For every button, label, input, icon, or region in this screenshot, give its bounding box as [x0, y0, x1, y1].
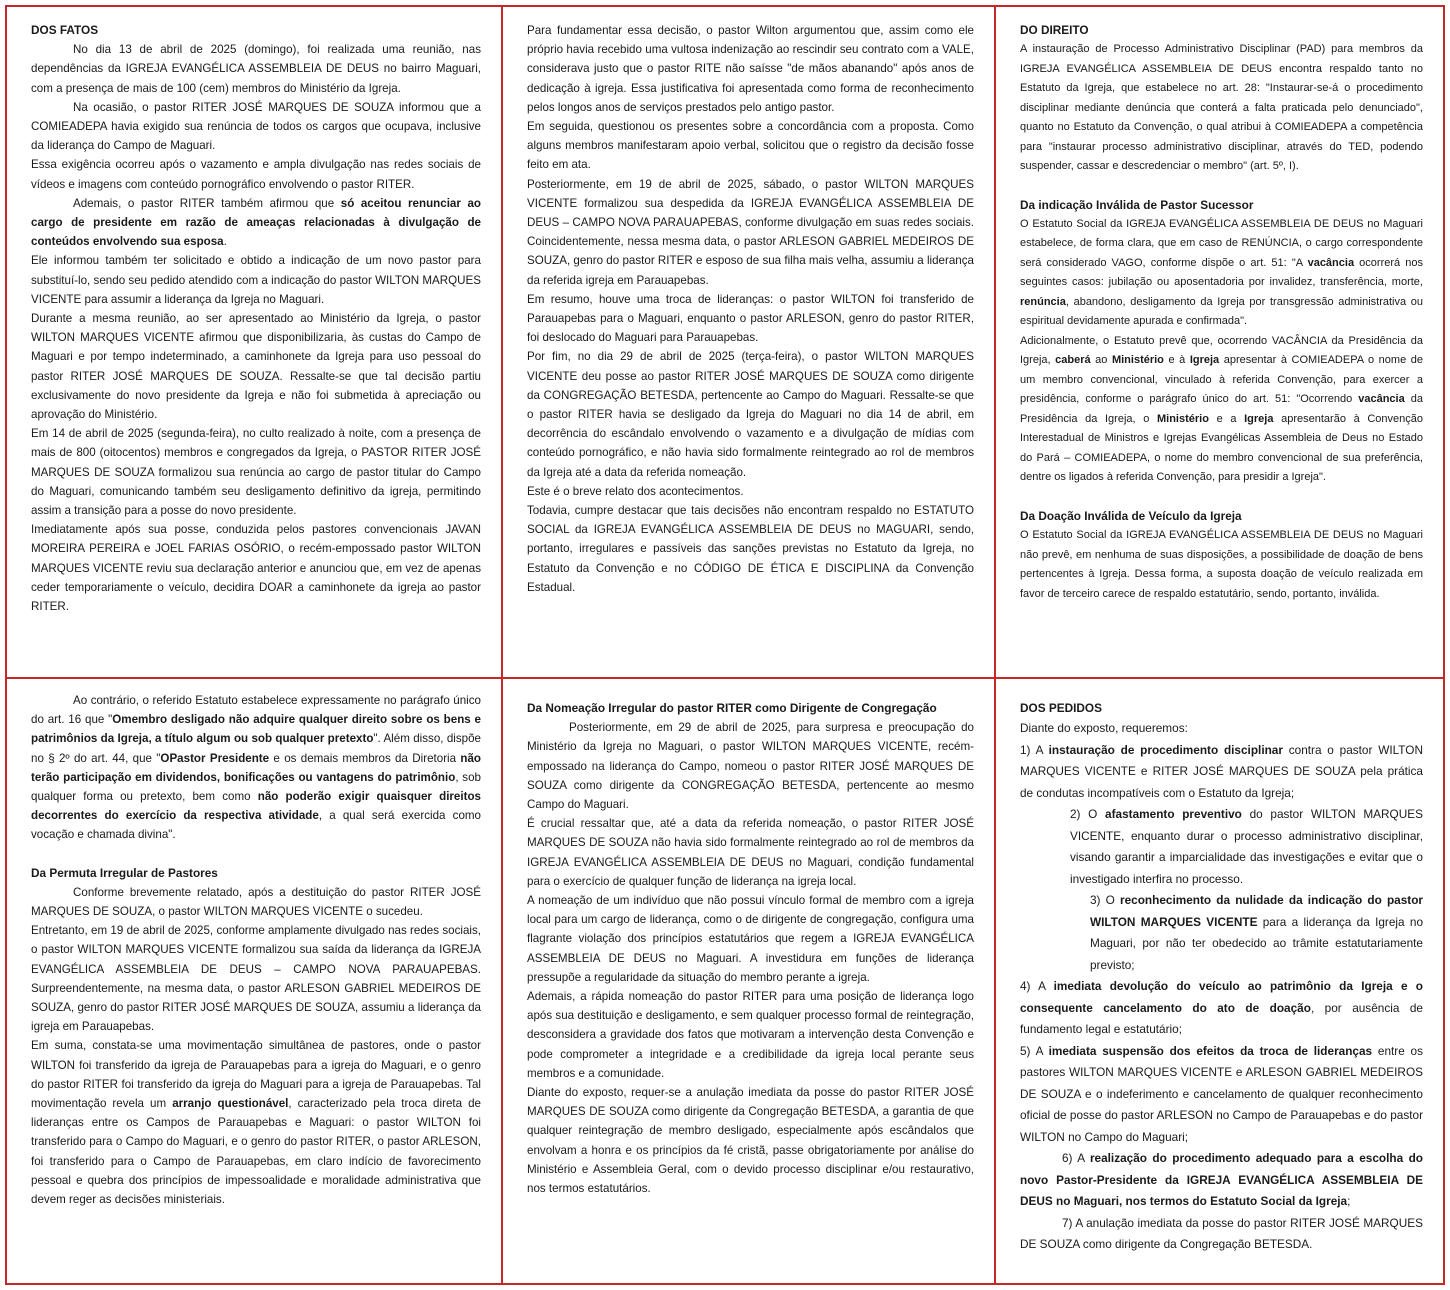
request-item: 7) A anulação imediata da posse do pastor RITER JOSÉ MARQUES DE SOUZA como dirigente da Congregação BETESDA.: [1020, 1215, 1423, 1252]
paragraph: Imediatamente após sua posse, conduzida pelos pastores convencionais JAVAN MOREIRA PEREIRA e JOEL FARIAS OSÓRIO, o recém-empossado pastor WILTON MARQUES VICENTE reviu sua declaração anterior e anunciou que, em vez de apenas ceder temporariamente o veículo, decidira DOAR a caminhonete da igreja ao pastor RITER.: [31, 523, 481, 614]
section-title: DOS FATOS: [31, 23, 99, 37]
paragraph: Em seguida, questionou os presentes sobre a concordância com a proposta. Como alguns membros manifestaram apoio verbal, solicitou que o registro da decisão fosse feito em ata.: [527, 120, 974, 172]
section-dos-fatos: [7, 7, 501, 677]
paragraph: O Estatuto Social da IGREJA EVANGÉLICA ASSEMBLEIA DE DEUS no Maguari não prevê, em nenhuma de suas disposições, a possibilidade de doação de bens pertencentes à Igreja. Dessa forma, a suposta doação de veículo realizada em favor de terceiro carece de respaldo estatutário, sendo, portanto, inválida.: [1020, 529, 1423, 600]
request-item: 5) A imediata suspensão dos efeitos da troca de lideranças entre os pastores WILTON MARQUES VICENTE e ARLESON GABRIEL MEDEIROS DE SOUZA e o indeferimento e cancelamento de qualquer reconhecimento oficial de posse do pastor ARLESON no Campo de Parauapebas e do pastor WILTON no Campo do Maguari;: [1020, 1043, 1423, 1144]
paragraph: É crucial ressaltar que, até a data da referida nomeação, o pastor RITER JOSÉ MARQUES DE SOUZA não havia sido formalmente reintegrado ao rol de membros da IGREJA EVANGÉLICA ASSEMBLEIA DE DEUS no Maguari, condição fundamental para o exercício de qualquer função de liderança na igreja local.: [527, 817, 974, 888]
section-title: DOS PEDIDOS: [1020, 701, 1102, 715]
paragraph: O Estatuto Social da IGREJA EVANGÉLICA ASSEMBLEIA DE DEUS no Maguari estabelece, de forma clara, que em caso de RENÚNCIA, o cargo correspondente será considerado VAGO, conforme dispõe o art. 51: "A vacância ocorrerá nos seguintes casos: jubilação ou aposentadoria por invalidez, transferência, morte, renúncia, abandono, desligamento da Igreja por transgressão administrativa ou espiritual devidamente apurada e confirmada".: [1020, 217, 1423, 328]
paragraph: No dia 13 de abril de 2025 (domingo), foi realizada uma reunião, nas dependências da IGREJA EVANGÉLICA ASSEMBLEIA DE DEUS no bairro Maguari, com a presença de mais de 100 (cem) membros do Ministério da Igreja.: [31, 43, 481, 95]
section-dos-pedidos: [996, 679, 1443, 1285]
paragraph: A nomeação de um indivíduo que não possui vínculo formal de membro com a igreja local para um cargo de liderança, como o de dirigente de congregação, configura uma flagrante violação dos princípios estatutários que regem a IGREJA EVANGÉLICA ASSEMBLEIA DE DEUS no Maguari. A investidura em funções de liderança pressupõe a regularidade da situação do membro perante a igreja.: [527, 894, 974, 984]
paragraph: Posteriormente, em 29 de abril de 2025, para surpresa e preocupação do Ministério da Igreja no Maguari, o pastor WILTON MARQUES VICENTE, recém-empossado na liderança do Campo, nomeou o pastor RITER JOSÉ MARQUES DE SOUZA como dirigente da CONGREGAÇÃO BETESDA, pertencente ao mesmo Campo do Maguari.: [527, 721, 974, 812]
paragraph: Adicionalmente, o Estatuto prevê que, ocorrendo VACÂNCIA da Presidência da Igreja, caberá ao Ministério e à Igreja apresentar à COMIEADEPA o nome de um membro convencional, vinculado à referida Convenção, para exercer a presidência, conforme o parágrafo único do art. 51: "Ocorrendo vacância da Presidência da Igreja, o Ministério e a Igreja apresentarão à Convenção Interestadual de Ministros e Igrejas Evangélicas Assembleia de Deus no Estado do Pará – COMIEADEPA, o nome do membro convencional de sua preferência, dentre os ligados à referida Convenção, para presidir a Igreja".: [1020, 334, 1423, 484]
paragraph: Em 14 de abril de 2025 (segunda-feira), no culto realizado à noite, com a presença de mais de 800 (oitocentos) membros e congregados da Igreja, o PASTOR RITER JOSÉ MARQUES DE SOUZA formalizou sua renúncia ao cargo de pastor titular do Campo do Maguari, comunicando também seu desligamento definitivo da igreja, permitindo assim a transição para a posse do novo presidente.: [31, 427, 481, 518]
request-item: 6) A realização do procedimento adequado para a escolha do novo Pastor-Presidente da IGREJA EVANGÉLICA ASSEMBLEIA DE DEUS no Maguari, nos termos do Estatuto Social da Igreja;: [1020, 1151, 1423, 1209]
paragraph: Conforme brevemente relatado, após a destituição do pastor RITER JOSÉ MARQUES DE SOUZA, o pastor WILTON MARQUES VICENTE o sucedeu.: [31, 885, 481, 919]
request-item: 4) A imediata devolução do veículo ao patrimônio da Igreja e o consequente cancelamento do ato de doação, por ausência de fundamento legal e estatutário;: [1020, 979, 1423, 1037]
request-item: 2) O afastamento preventivo do pastor WILTON MARQUES VICENTE, enquanto durar o processo administrativo disciplinar, visando garantir a imparcialidade das investigações e evitar que o investigado interfira no processo.: [1070, 807, 1423, 886]
paragraph: Ele informou também ter solicitado e obtido a indicação de um novo pastor para substituí-lo, sendo seu pedido atendido com a indicação do pastor WILTON MARQUES VICENTE para assumir a liderança da Igreja no Maguari.: [31, 254, 481, 306]
paragraph: Na ocasião, o pastor RITER JOSÉ MARQUES DE SOUZA informou que a COMIEADEPA havia exigido sua renúncia de todos os cargos que ocupava, inclusive da liderança do Campo de Maguari.: [31, 100, 481, 153]
paragraph: Ademais, o pastor RITER também afirmou que só aceitou renunciar ao cargo de presidente em razão de ameaças relacionadas à divulgação de conteúdos envolvendo sua esposa.: [31, 196, 481, 249]
subsection-title: Da indicação Inválida de Pastor Sucessor: [1020, 197, 1254, 212]
paragraph: Durante a mesma reunião, ao ser apresentado ao Ministério da Igreja, o pastor WILTON MARQUES VICENTE afirmou que disponibilizaria, às custas do Campo de Maguari e por tempo indeterminado, a caminhonete da Igreja para uso pessoal do pastor RITER JOSÉ MARQUES DE SOUZA. Ressalte-se que tal decisão partiu exclusivamente do novo presidente da Igreja e não foi submetida à apreciação ou aprovação do Ministério.: [31, 312, 481, 422]
paragraph: Diante do exposto, requer-se a anulação imediata da posse do pastor RITER JOSÉ MARQUES DE SOUZA como dirigente da Congregação BETESDA, a garantia de que qualquer reintegração de membro desligado, especialmente após escândalos que envolvam a honra e os princípios da fé cristã, passe obrigatoriamente por análise do Ministério e Assembleia Geral, com o devido processo disciplinar e/ou restaurativo, nos termos estatutários.: [527, 1086, 974, 1196]
paragraph: Este é o breve relato dos acontecimentos.: [527, 484, 744, 498]
paragraph: Entretanto, em 19 de abril de 2025, conforme amplamente divulgado nas redes sociais, o pastor WILTON MARQUES VICENTE formalizou sua saída da liderança da IGREJA EVANGÉLICA ASSEMBLEIA DE DEUS – CAMPO NOVA PARAUAPEBAS. Surpreendentemente, na mesma data, o pastor ARLESON GABRIEL MEDEIROS DE SOUZA, genro do pastor RITER JOSÉ MARQUES DE SOUZA, assumiu a liderança da igreja em Parauapebas.: [31, 924, 481, 1034]
paragraph: Diante do exposto, requeremos:: [1020, 721, 1188, 736]
section-title: DO DIREITO: [1020, 23, 1089, 37]
request-item: 1) A instauração de procedimento disciplinar contra o pastor WILTON MARQUES VICENTE e RITER JOSÉ MARQUES DE SOUZA pela prática de condutas incompatíveis com o Estatuto da Igreja;: [1020, 742, 1423, 800]
paragraph: Em resumo, houve uma troca de lideranças: o pastor WILTON foi transferido de Parauapebas para o Maguari, enquanto o pastor ARLESON, genro do pastor RITER, foi deslocado do Maguari para Parauapebas.: [527, 292, 974, 345]
section-relato-continuacao: [503, 7, 994, 677]
section-permuta: [7, 679, 501, 1285]
paragraph: Todavia, cumpre destacar que tais decisões não encontram respaldo no ESTATUTO SOCIAL da IGREJA EVANGÉLICA ASSEMBLEIA DE DEUS no MAGUARI, sendo, portanto, irregulares e passíveis das sanções previstas no Estatuto da Igreja, no Estatuto da Convenção e no CÓDIGO DE ÉTICA E DISCIPLINA da Convenção Estadual.: [527, 504, 974, 594]
paragraph: Para fundamentar essa decisão, o pastor Wilton argumentou que, assim como ele próprio havia recebido uma vultosa indenização ao rescindir seu contrato com a VALE, considerava justo que o pastor RITE não saísse "de mãos abanando" após anos de dedicação à igreja. Essa justificativa foi apresentada como forma de reconhecimento pelos longos anos de serviços prestados pelo antigo pastor.: [527, 24, 974, 114]
section-do-direito: [996, 7, 1443, 677]
request-item: 3) O reconhecimento da nulidade da indicação do pastor WILTON MARQUES VICENTE para a liderança da Igreja no Maguari, por não ter obedecido ao trâmite estatutariamente previsto;: [1090, 893, 1423, 972]
paragraph: Essa exigência ocorreu após o vazamento e ampla divulgação nas redes sociais de vídeos e imagens com conteúdo pornográfico envolvendo o pastor RITER.: [31, 158, 481, 191]
subsection-title: Da Nomeação Irregular do pastor RITER como Dirigente de Congregação: [527, 701, 937, 715]
subsection-title: Da Permuta Irregular de Pastores: [31, 865, 218, 880]
paragraph: Por fim, no dia 29 de abril de 2025 (terça-feira), o pastor WILTON MARQUES VICENTE deu posse ao pastor RITER JOSÉ MARQUES DE SOUZA como dirigente da CONGREGAÇÃO BETESDA, pertencente ao Campo do Maguari. Ressalte-se que o pastor RITER havia se desligado da Igreja do Maguari no dia 14 de abril, em decorrência do escândalo envolvendo o vazamento e a divulgação de mídias com conteúdo pornográfico, e não havia sido formalmente reintegrado ao rol de membros da Igreja até a data da referida nomeação.: [527, 350, 974, 479]
paragraph: A instauração de Processo Administrativo Disciplinar (PAD) para membros da IGREJA EVANGÉLICA ASSEMBLEIA DE DEUS encontra respaldo tanto no Estatuto da Igreja, que estabelece no art. 28: "Instaurar-se-á o procedimento disciplinar mediante denúncia que conterá a falta praticada pelo denunciado", quanto no Estatuto da Convenção, o qual atribui à COMIEADEPA a competência para "instaurar processo administrativo disciplinar, através do TED, podendo suspender, cassar e descredenciar o membro" (art. 5º, I).: [1020, 43, 1423, 173]
paragraph: Ademais, a rápida nomeação do pastor RITER para uma posição de liderança logo após sua destituição e desligamento, e sem qualquer processo formal de reintegração, desconsidera a gravidade dos fatos que motivaram a intervenção desta Convenção e pode comprometer a integridade e a credibilidade da igreja local perante seus membros e a comunidade.: [527, 990, 974, 1080]
subsection-title: Da Doação Inválida de Veículo da Igreja: [1020, 508, 1242, 523]
paragraph: Posteriormente, em 19 de abril de 2025, sábado, o pastor WILTON MARQUES VICENTE formalizou sua despedida da IGREJA EVANGÉLICA ASSEMBLEIA DE DEUS – CAMPO NOVA PARAUAPEBAS, conforme divulgação em suas redes sociais. Coincidentemente, nessa mesma data, o pastor ARLESON GABRIEL MEDEIROS DE SOUZA, genro do pastor RITER e esposo de sua filha mais velha, assumiu a liderança da referida igreja em Parauapebas.: [527, 177, 974, 287]
paragraph: Ao contrário, o referido Estatuto estabelece expressamente no parágrafo único do art. 16 que "Omembro desligado não adquire qualquer direito sobre os bens e patrimônios da Igreja, a título algum ou sob qualquer pretexto". Além disso, dispõe no § 2º do art. 44, que "OPastor Presidente e os demais membros da Diretoria não terão participação em dividendos, bonificações ou vantagens do patrimônio, sob qualquer forma ou pretexto, bem como não poderão exigir quaisquer direitos decorrentes do exercício da respectiva atividade, a qual será exercida como vocação e chamada divina".: [31, 694, 482, 842]
paragraph: Em suma, constata-se uma movimentação simultânea de pastores, onde o pastor WILTON foi transferido da igreja de Parauapebas para a igreja do Maguari, e o genro do pastor RITER foi transferido da igreja do Maguari para a igreja de Parauapebas. Tal movimentação revela um arranjo questionável, caracterizado pela troca direta de lideranças entre os Campos de Parauapebas e Maguari: o pastor WILTON foi transferido para o Campo do Maguari, e o genro do pastor RITER, o pastor ARLESON, foi transferido para o Campo de Parauapebas, em claro indício de favorecimento pessoal e quebra dos princípios de impessoalidade e moralidade administrativa que devem reger as decisões ministeriais.: [31, 1039, 481, 1207]
section-nomeacao-irregular: [503, 679, 994, 1285]
document-grid: [5, 5, 1445, 1285]
